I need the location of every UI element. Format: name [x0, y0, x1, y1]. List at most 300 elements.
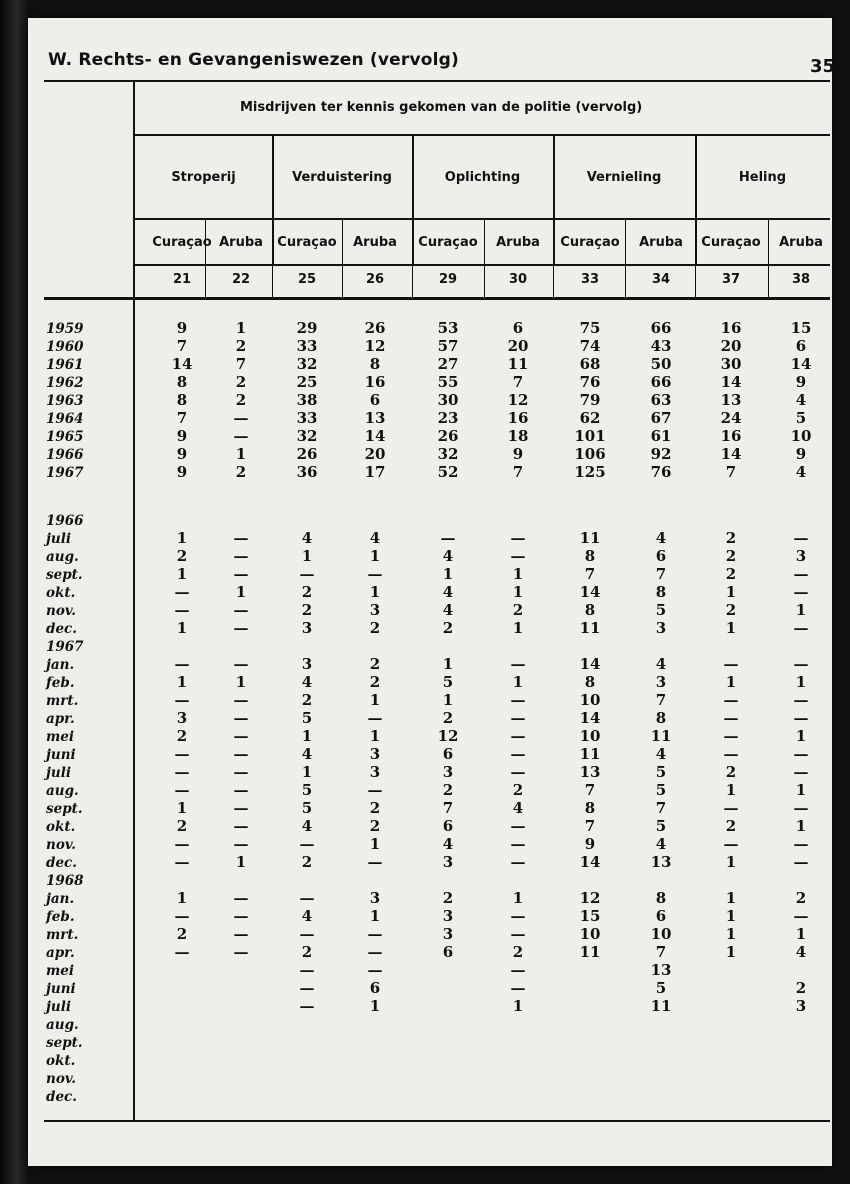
table-cell: 8	[176, 391, 188, 409]
table-cell: —	[233, 619, 249, 637]
table-cell: 7	[512, 373, 524, 391]
table-cell: 1	[795, 925, 807, 943]
table-cell: 10	[790, 427, 812, 445]
table-cell: 18	[507, 427, 529, 445]
table-cell: —	[233, 943, 249, 961]
table-cell: 74	[579, 337, 601, 355]
table-cell: —	[793, 709, 809, 727]
bottom-rule	[44, 1120, 830, 1122]
subheader-rule	[135, 264, 830, 266]
table-cell: —	[299, 835, 315, 853]
table-cell: 5	[655, 979, 667, 997]
row-label: mei	[46, 729, 75, 745]
table-cell: —	[367, 961, 383, 979]
table-cell: 3	[369, 763, 381, 781]
table-cell: 6	[442, 745, 454, 763]
table-cell: 1	[235, 583, 247, 601]
table-cell: 13	[364, 409, 386, 427]
table-cell: 5	[795, 409, 807, 427]
table-cell: 3	[795, 997, 807, 1015]
table-cell: —	[793, 799, 809, 817]
table-cell: 7	[655, 799, 667, 817]
table-cell: 6	[512, 319, 524, 337]
table-cell: 32	[296, 427, 318, 445]
table-cell: 1	[176, 565, 188, 583]
column-subheader: Curaçao	[152, 235, 212, 250]
table-cell: —	[174, 655, 190, 673]
column-number: 30	[508, 272, 528, 287]
column-number: 37	[721, 272, 741, 287]
stub-column-rule	[133, 82, 135, 1120]
row-label: okt.	[46, 585, 76, 601]
table-cell: —	[174, 763, 190, 781]
table-cell: 4	[655, 655, 667, 673]
table-cell: 75	[579, 319, 601, 337]
table-cell: —	[233, 409, 249, 427]
table-cell: —	[367, 925, 383, 943]
table-cell: 33	[296, 409, 318, 427]
row-label: aug.	[46, 549, 79, 565]
table-cell: 7	[512, 463, 524, 481]
row-label: apr.	[46, 711, 75, 727]
table-cell: —	[233, 907, 249, 925]
table-cell: 53	[437, 319, 459, 337]
table-cell: 1	[369, 727, 381, 745]
table-cell: 4	[442, 583, 454, 601]
table-cell: 2	[725, 529, 737, 547]
group-header-3: Vernieling	[586, 170, 662, 185]
column-number: 25	[297, 272, 317, 287]
table-cell: 26	[437, 427, 459, 445]
table-cell: 6	[655, 547, 667, 565]
table-cell: 67	[650, 409, 672, 427]
table-cell: —	[723, 691, 739, 709]
table-cell: 12	[507, 391, 529, 409]
table-cell: 12	[437, 727, 459, 745]
row-label: 1967	[46, 639, 84, 655]
table-cell: 4	[301, 673, 313, 691]
table-cell: 16	[720, 319, 742, 337]
row-label: feb.	[46, 909, 75, 925]
table-cell: 1	[369, 835, 381, 853]
table-cell: 4	[442, 601, 454, 619]
table-cell: 13	[579, 763, 601, 781]
table-cell: 14	[720, 373, 742, 391]
column-subheader: Aruba	[779, 235, 823, 250]
main-header-rule	[135, 134, 830, 136]
row-label: okt.	[46, 1053, 76, 1069]
row-label: sept.	[46, 567, 83, 583]
table-cell: 24	[720, 409, 742, 427]
table-cell: 13	[650, 853, 672, 871]
column-subheader: Aruba	[639, 235, 683, 250]
column-subheader: Curaçao	[701, 235, 761, 250]
table-cell: —	[233, 763, 249, 781]
table-cell: 4	[301, 907, 313, 925]
table-cell: 50	[650, 355, 672, 373]
table-cell: 7	[584, 781, 596, 799]
table-cell: —	[723, 799, 739, 817]
table-cell: 7	[235, 355, 247, 373]
row-label: juni	[46, 981, 76, 997]
table-cell: —	[174, 745, 190, 763]
table-cell: 1	[512, 997, 524, 1015]
table-cell: —	[233, 691, 249, 709]
table-cell: 5	[655, 817, 667, 835]
subcolumn-divider	[695, 218, 696, 297]
table-cell: —	[793, 691, 809, 709]
table-cell: 6	[655, 907, 667, 925]
row-label: juli	[46, 531, 71, 547]
group-rule	[135, 218, 830, 220]
table-cell: 66	[650, 373, 672, 391]
row-label: 1964	[46, 411, 84, 427]
table-cell: 2	[512, 943, 524, 961]
table-cell: 5	[655, 601, 667, 619]
table-cell: 1	[725, 943, 737, 961]
table-cell: —	[233, 601, 249, 619]
row-label: 1961	[46, 357, 84, 373]
table-cell: 3	[442, 907, 454, 925]
table-cell: —	[233, 547, 249, 565]
table-cell: 1	[725, 925, 737, 943]
row-label: sept.	[46, 801, 83, 817]
table-cell: 2	[235, 463, 247, 481]
row-label: dec.	[46, 855, 77, 871]
table-cell: 11	[507, 355, 529, 373]
table-cell: 2	[369, 799, 381, 817]
page-title: W. Rechts- en Gevangeniswezen (vervolg)	[48, 50, 459, 70]
table-cell: —	[174, 691, 190, 709]
table-cell: 1	[795, 781, 807, 799]
table-cell: 3	[369, 889, 381, 907]
table-cell: 10	[579, 925, 601, 943]
row-label: mrt.	[46, 927, 79, 943]
table-cell: 4	[655, 529, 667, 547]
table-cell: 11	[650, 997, 672, 1015]
table-cell: —	[793, 745, 809, 763]
table-cell: 5	[442, 673, 454, 691]
table-cell: 11	[579, 943, 601, 961]
table-cell: 8	[369, 355, 381, 373]
table-cell: —	[510, 655, 526, 673]
table-cell: 2	[725, 547, 737, 565]
table-cell: 1	[442, 655, 454, 673]
table-cell: 4	[512, 799, 524, 817]
table-cell: —	[174, 853, 190, 871]
top-rule	[44, 80, 830, 82]
column-number: 33	[580, 272, 600, 287]
table-cell: 9	[176, 319, 188, 337]
table-cell: —	[510, 853, 526, 871]
table-cell: —	[510, 763, 526, 781]
subcolumn-divider	[412, 218, 413, 297]
table-cell: 2	[235, 373, 247, 391]
table-cell: 14	[579, 709, 601, 727]
table-cell: 57	[437, 337, 459, 355]
table-cell: 1	[725, 583, 737, 601]
table-cell: 1	[512, 889, 524, 907]
table-cell: 14	[579, 853, 601, 871]
subcolumn-divider	[625, 218, 626, 297]
table-cell: 68	[579, 355, 601, 373]
table-cell: 3	[655, 619, 667, 637]
column-subheader: Curaçao	[560, 235, 620, 250]
table-cell: —	[233, 925, 249, 943]
table-cell: 8	[584, 799, 596, 817]
table-cell: 4	[795, 391, 807, 409]
row-label: dec.	[46, 1089, 77, 1105]
row-label: jan.	[46, 891, 75, 907]
table-cell: 2	[369, 673, 381, 691]
table-cell: 101	[574, 427, 606, 445]
table-cell: 10	[579, 727, 601, 745]
table-cell: 16	[507, 409, 529, 427]
table-cell: 1	[235, 319, 247, 337]
table-cell: 11	[650, 727, 672, 745]
table-cell: 4	[442, 835, 454, 853]
table-cell: —	[510, 961, 526, 979]
table-cell: 3	[795, 547, 807, 565]
table-cell: 14	[171, 355, 193, 373]
table-cell: 14	[720, 445, 742, 463]
table-cell: 2	[725, 565, 737, 583]
table-cell: —	[233, 835, 249, 853]
table-cell: 16	[720, 427, 742, 445]
table-cell: 30	[437, 391, 459, 409]
table-cell: 2	[369, 619, 381, 637]
table-cell: 55	[437, 373, 459, 391]
column-subheader: Curaçao	[277, 235, 337, 250]
table-cell: 2	[442, 781, 454, 799]
table-cell: 1	[176, 673, 188, 691]
table-cell: —	[510, 835, 526, 853]
table-cell: —	[367, 943, 383, 961]
table-cell: 17	[364, 463, 386, 481]
table-cell: 9	[795, 373, 807, 391]
table-cell: —	[299, 997, 315, 1015]
row-label: nov.	[46, 603, 77, 619]
table-cell: 6	[369, 391, 381, 409]
table-cell: 2	[301, 943, 313, 961]
table-cell: 1	[176, 799, 188, 817]
table-cell: —	[793, 907, 809, 925]
subcolumn-divider	[205, 218, 206, 297]
table-cell: —	[174, 907, 190, 925]
table-cell: 1	[235, 673, 247, 691]
table-cell: 92	[650, 445, 672, 463]
table-cell: —	[299, 925, 315, 943]
table-cell: 8	[584, 673, 596, 691]
table-cell: —	[233, 817, 249, 835]
table-cell: 4	[795, 463, 807, 481]
table-cell: 9	[795, 445, 807, 463]
table-cell: 3	[369, 601, 381, 619]
subcolumn-divider	[553, 218, 554, 297]
table-cell: 8	[584, 601, 596, 619]
table-cell: 4	[369, 529, 381, 547]
table-cell: 1	[795, 817, 807, 835]
table-cell: 23	[437, 409, 459, 427]
table-cell: —	[510, 925, 526, 943]
table-cell: 4	[655, 835, 667, 853]
table-cell: 10	[579, 691, 601, 709]
table-cell: 13	[720, 391, 742, 409]
row-label: mei	[46, 963, 75, 979]
table-cell: 12	[579, 889, 601, 907]
row-label: aug.	[46, 1017, 79, 1033]
row-label: jan.	[46, 657, 75, 673]
row-label: 1965	[46, 429, 84, 445]
table-cell: —	[793, 853, 809, 871]
table-cell: 8	[655, 583, 667, 601]
table-cell: 20	[507, 337, 529, 355]
table-cell: 14	[579, 583, 601, 601]
table-cell: 3	[369, 745, 381, 763]
table-cell: 2	[442, 709, 454, 727]
row-label: feb.	[46, 675, 75, 691]
table-cell: 1	[725, 853, 737, 871]
table-cell: —	[510, 817, 526, 835]
table-cell: 3	[655, 673, 667, 691]
row-label: 1960	[46, 339, 84, 355]
table-cell: —	[233, 565, 249, 583]
row-label: 1959	[46, 321, 84, 337]
table-cell: 1	[301, 763, 313, 781]
table-cell: —	[174, 601, 190, 619]
table-cell: —	[510, 979, 526, 997]
table-cell: 3	[176, 709, 188, 727]
table-cell: —	[299, 979, 315, 997]
table-cell: 1	[725, 889, 737, 907]
table-cell: —	[793, 529, 809, 547]
table-cell: —	[510, 529, 526, 547]
table-cell: —	[174, 835, 190, 853]
table-cell: 66	[650, 319, 672, 337]
table-cell: —	[793, 655, 809, 673]
table-cell: 36	[296, 463, 318, 481]
table-cell: 4	[301, 529, 313, 547]
table-cell: 1	[301, 727, 313, 745]
table-cell: —	[510, 691, 526, 709]
table-cell: —	[233, 529, 249, 547]
table-cell: —	[367, 565, 383, 583]
table-cell: 1	[369, 907, 381, 925]
table-cell: 2	[369, 817, 381, 835]
table-cell: —	[233, 655, 249, 673]
table-cell: 2	[795, 979, 807, 997]
table-cell: 29	[296, 319, 318, 337]
table-cell: —	[174, 943, 190, 961]
table-cell: 2	[725, 763, 737, 781]
group-header-1: Verduistering	[292, 170, 392, 185]
table-cell: 9	[512, 445, 524, 463]
table-cell: 8	[584, 547, 596, 565]
table-cell: —	[723, 709, 739, 727]
table-cell: 4	[301, 745, 313, 763]
table-cell: 52	[437, 463, 459, 481]
table-cell: 1	[512, 619, 524, 637]
table-cell: —	[233, 427, 249, 445]
table-cell: 1	[369, 997, 381, 1015]
group-header-0: Stroperij	[171, 170, 236, 185]
table-cell: 5	[655, 781, 667, 799]
table-cell: 62	[579, 409, 601, 427]
table-cell: 7	[655, 565, 667, 583]
table-cell: 1	[301, 547, 313, 565]
table-cell: —	[510, 547, 526, 565]
table-cell: 2	[301, 853, 313, 871]
table-cell: —	[793, 763, 809, 781]
table-cell: 11	[579, 529, 601, 547]
table-cell: 7	[655, 691, 667, 709]
table-cell: 15	[579, 907, 601, 925]
table-cell: 14	[579, 655, 601, 673]
table-cell: 1	[795, 601, 807, 619]
header-bottom-rule	[44, 297, 830, 300]
row-label: juli	[46, 999, 71, 1015]
table-cell: 1	[512, 673, 524, 691]
table-cell: 61	[650, 427, 672, 445]
table-cell: 76	[650, 463, 672, 481]
table-cell: —	[510, 709, 526, 727]
table-cell: 1	[442, 691, 454, 709]
table-cell: 2	[725, 601, 737, 619]
table-cell: 3	[301, 655, 313, 673]
table-cell: 2	[235, 391, 247, 409]
table-cell: —	[723, 727, 739, 745]
table-cell: 7	[176, 409, 188, 427]
subcolumn-divider	[484, 218, 485, 297]
table-cell: 2	[301, 601, 313, 619]
table-cell: 3	[301, 619, 313, 637]
table-cell: 30	[720, 355, 742, 373]
row-label: mrt.	[46, 693, 79, 709]
table-cell: —	[174, 781, 190, 799]
table-cell: 1	[369, 691, 381, 709]
table-cell: 43	[650, 337, 672, 355]
table-cell: 12	[364, 337, 386, 355]
table-cell: 5	[655, 763, 667, 781]
subcolumn-divider	[342, 218, 343, 297]
table-cell: 9	[176, 463, 188, 481]
row-label: aug.	[46, 783, 79, 799]
table-cell: 125	[574, 463, 606, 481]
table-cell: 2	[176, 547, 188, 565]
column-number: 38	[791, 272, 811, 287]
row-label: 1962	[46, 375, 84, 391]
table-cell: 1	[725, 907, 737, 925]
table-cell: 5	[301, 781, 313, 799]
table-cell: 2	[512, 601, 524, 619]
table-cell: —	[233, 889, 249, 907]
group-header-4: Heling	[738, 170, 787, 185]
row-label: 1966	[46, 447, 84, 463]
table-cell: 3	[442, 763, 454, 781]
table-cell: 1	[235, 445, 247, 463]
row-label: 1963	[46, 393, 84, 409]
book-spine-edge	[0, 0, 28, 1184]
table-cell: 1	[512, 565, 524, 583]
table-cell: —	[299, 565, 315, 583]
table-cell: 63	[650, 391, 672, 409]
table-cell: —	[793, 835, 809, 853]
table-cell: 7	[584, 817, 596, 835]
row-label: 1967	[46, 465, 84, 481]
table-cell: —	[793, 583, 809, 601]
row-label: juni	[46, 747, 76, 763]
table-cell: —	[723, 655, 739, 673]
